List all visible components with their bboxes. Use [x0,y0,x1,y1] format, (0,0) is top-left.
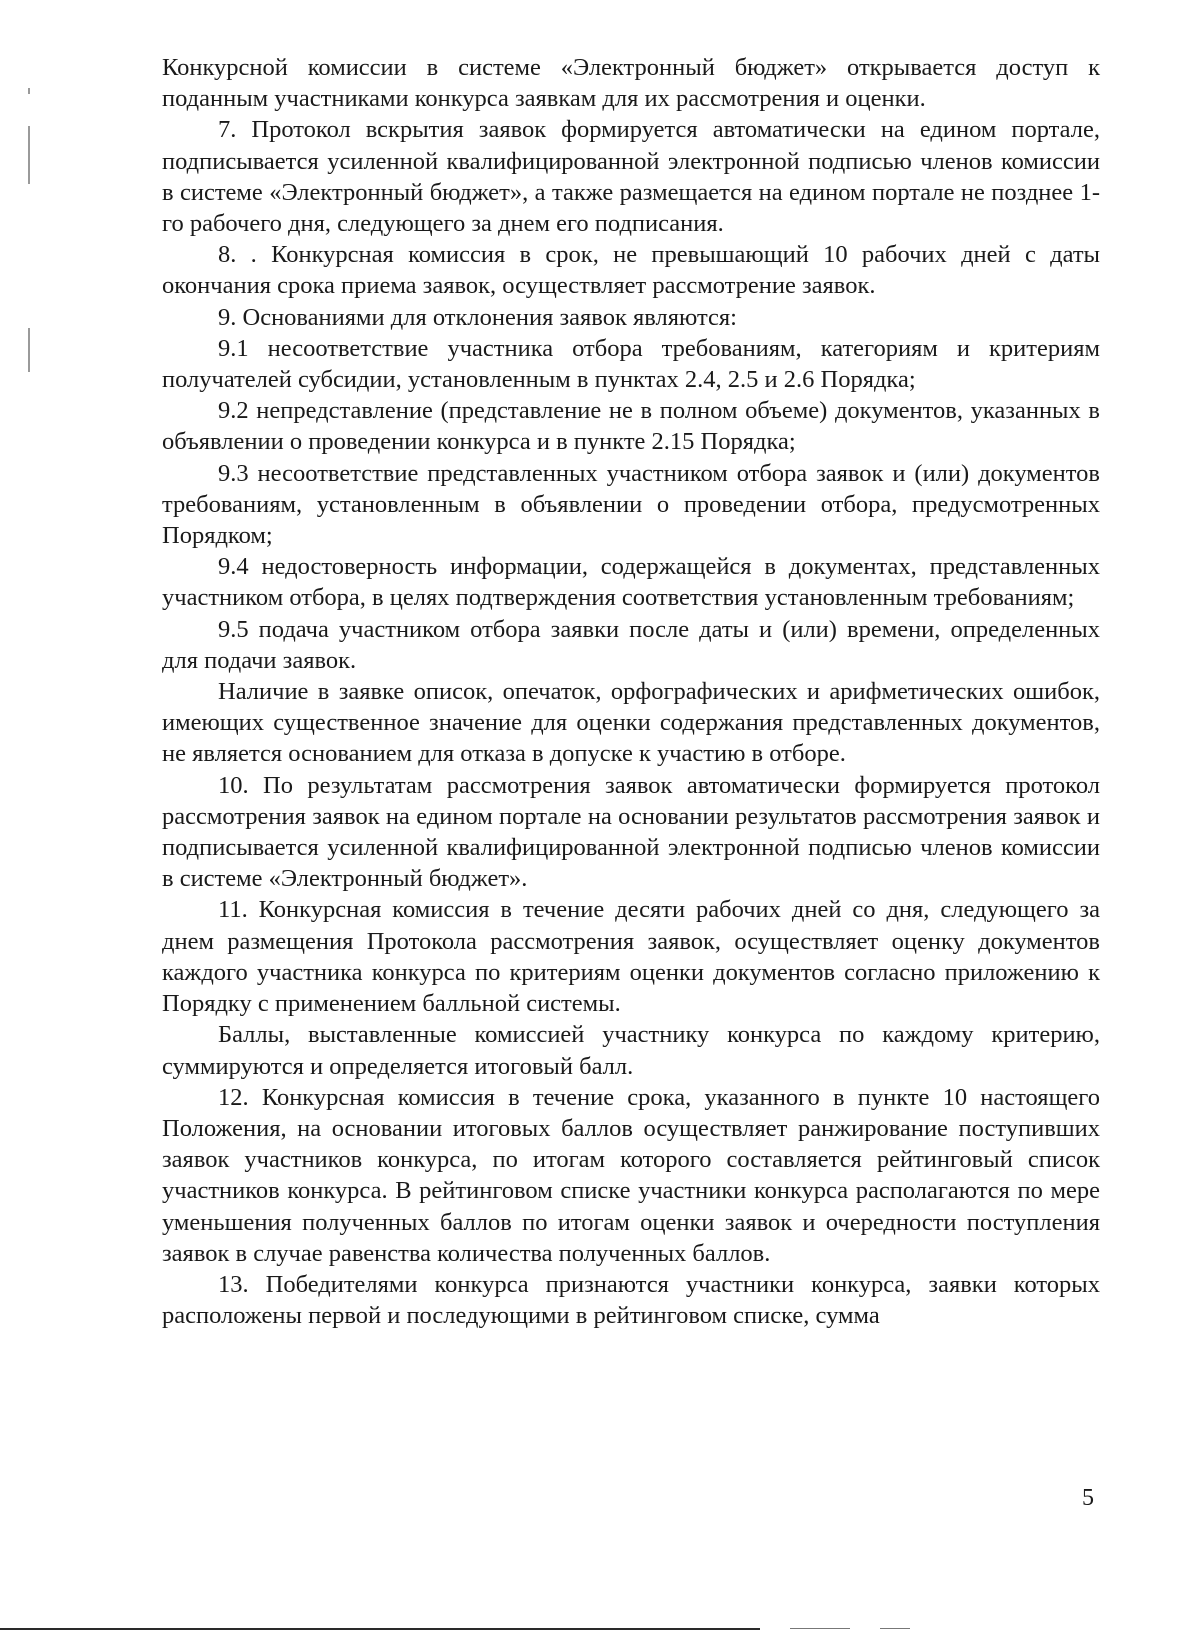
scan-artifact [28,126,30,184]
paragraph: 7. Протокол вскрытия заявок формируется автоматически на едином портале, подписывается усиленной квалифицированной электронной подписью членов комиссии в системе «Электронный бюджет», а также размещается на едином портале не позднее 1-го рабочего дня, следующего за днем его подписания. [162,116,1100,238]
paragraph: 9.5 подача участником отбора заявки после даты и (или) времени, определенных для подачи заявок. [162,615,1100,674]
paragraph: 9.3 несоответствие представленных участником отбора заявок и (или) документов требованиям, установленным в объявлении о проведении отбора, предусмотренных Порядком; [162,459,1100,550]
paragraph: 9.2 непредставление (представление не в полном объеме) документов, указанных в объявлении о проведении конкурса и в пункте 2.15 Порядка; [162,397,1100,456]
paragraph: 8. . Конкурсная комиссия в срок, не превышающий 10 рабочих дней с даты окончания срока приема заявок, осуществляет рассмотрение заявок. [162,241,1100,300]
paragraph: 10. По результатам рассмотрения заявок автоматически формируется протокол рассмотрения заявок на едином портале на основании результатов рассмотрения заявок и подписывается усиленной квалифицированной электронной подписью членов комиссии в системе «Электронный бюджет». [162,771,1100,893]
document-body [162,52,1100,1331]
paragraph: Наличие в заявке описок, опечаток, орфографических и арифметических ошибок, имеющих существенное значение для оценки содержания представленных документов, не является основанием для отказа в допуске к участию в отборе. [162,678,1100,768]
scan-bottom-edge [880,1628,910,1629]
paragraph: 9.1 несоответствие участника отбора требованиям, категориям и критериям получателей субсидии, установленным в пунктах 2.4, 2.5 и 2.6 Порядка; [162,334,1100,394]
paragraph: 11. Конкурсная комиссия в течение десяти рабочих дней со дня, следующего за днем размещения Протокола рассмотрения заявок, осуществляет оценку документов каждого участника конкурса по критериям оценки документов согласно приложению к Порядку с применением балльной системы. [162,896,1100,1018]
paragraph: 13. Победителями конкурса признаются участники конкурса, заявки которых расположены первой и последующими в рейтинговом списке, сумма [162,1270,1100,1330]
scan-bottom-edge [790,1628,850,1629]
paragraph: 9. Основаниями для отклонения заявок являются: [218,303,737,331]
paragraph: 12. Конкурсная комиссия в течение срока, указанного в пункте 10 настоящего Положения, на основании итоговых баллов осуществляет ранжирование поступивших заявок участников конкурса, по итогам которого составляется рейтинговый список участников конкурса. В рейтинговом списке участники конкурса располагаются по мере уменьшения полученных баллов по итогам оценки заявок и очередности поступления заявок в случае равенства количества полученных баллов. [162,1083,1100,1267]
scan-artifact [28,328,30,372]
paragraph: 9.4 недостоверность информации, содержащейся в документах, представленных участником отбора, в целях подтверждения соответствия установленным требованиям; [162,553,1100,612]
paragraph: Баллы, выставленные комиссией участнику конкурса по каждому критерию, суммируются и определяется итоговый балл. [162,1021,1100,1080]
page-number: 5 [1082,1485,1094,1511]
scan-artifact [28,88,30,94]
scan-bottom-edge [0,1628,760,1630]
paragraph: Конкурсной комиссии в системе «Электронный бюджет» открывается доступ к поданным участниками конкурса заявкам для их рассмотрения и оценки. [162,54,1100,113]
